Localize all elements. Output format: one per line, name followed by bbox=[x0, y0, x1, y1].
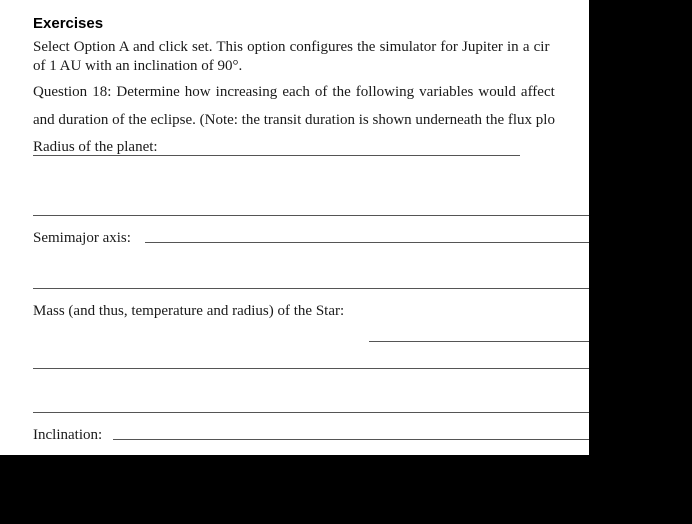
semimajor-answer-line-2 bbox=[33, 288, 589, 289]
question-text-line-1: Question 18: Determine how increasing each of the following variables would affect bbox=[33, 84, 555, 100]
inclination-label: Inclination: bbox=[33, 427, 103, 443]
semimajor-axis-label: Semimajor axis: bbox=[33, 230, 131, 246]
radius-answer-line-2 bbox=[33, 215, 589, 216]
star-mass-answer-line-3 bbox=[33, 412, 589, 413]
intro-text-line-1: Select Option A and click set. This option configures the simulator for Jupiter in a cir bbox=[33, 39, 550, 55]
question-text-line-2: and duration of the eclipse. (Note: the transit duration is shown underneath the flux plo bbox=[33, 112, 555, 128]
semimajor-answer-line bbox=[145, 242, 589, 243]
intro-text-line-2: of 1 AU with an inclination of 90°. bbox=[33, 58, 243, 74]
star-mass-answer-line-2 bbox=[33, 368, 589, 369]
radius-label: Radius of the planet: bbox=[33, 139, 158, 155]
radius-answer-line bbox=[33, 155, 520, 156]
inclination-answer-line bbox=[113, 439, 589, 440]
section-heading: Exercises bbox=[33, 15, 104, 32]
star-mass-answer-line bbox=[369, 341, 589, 342]
star-mass-label: Mass (and thus, temperature and radius) of the Star: bbox=[33, 303, 345, 319]
